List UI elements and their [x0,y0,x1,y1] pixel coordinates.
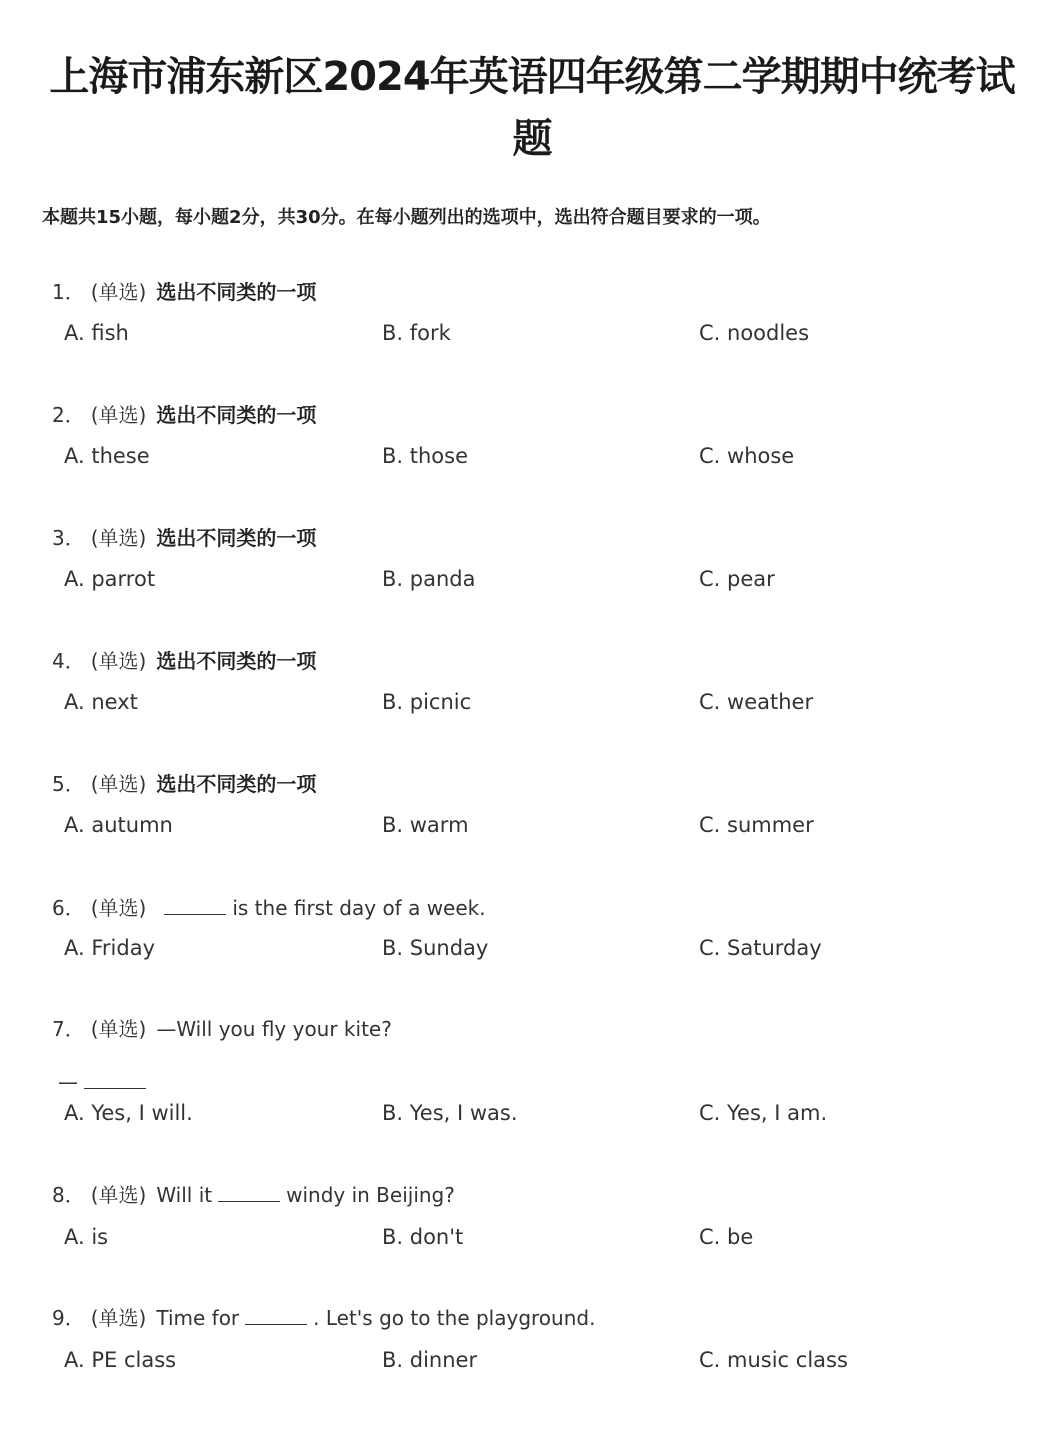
option-row [0,317,1064,349]
question-type-tag: (单选) [90,1017,147,1041]
question-type-tag: (单选) [90,1183,147,1207]
option-b[interactable]: B. warm [382,813,469,837]
section-instruction: 本题共15小题，每小题2分，共30分。在每小题列出的选项中，选出符合题目要求的一项。 [42,207,771,228]
question-text-after: is the first day of a week. [232,896,486,920]
question-text-after: . Let's go to the playground. [313,1306,596,1330]
option-row [0,1344,1064,1376]
option-row [0,563,1064,595]
question-type-tag: (单选) [90,772,147,796]
option-row [0,440,1064,472]
option-a[interactable]: A. Yes, I will. [64,1101,193,1125]
question-stem [52,1179,455,1209]
question-number: 9． [52,1306,85,1330]
option-row [0,809,1064,841]
option-c[interactable]: C. summer [699,813,814,837]
question-type-tag: (单选) [90,896,147,920]
question-stem [52,646,316,676]
option-c[interactable]: C. Saturday [699,936,822,960]
option-a[interactable]: A. parrot [64,567,156,591]
reply-dash: — [58,1070,78,1094]
option-c[interactable]: C. Yes, I am. [699,1101,828,1125]
option-a[interactable]: A. Friday [64,936,155,960]
option-row [0,1097,1064,1129]
question-stem [52,1014,392,1044]
option-b[interactable]: B. panda [382,567,476,591]
question-text: 选出不同类的一项 [156,280,317,304]
question-type-tag: (单选) [90,526,147,550]
question-number: 7． [52,1017,85,1041]
option-b[interactable]: B. picnic [382,690,472,714]
question-stem [52,1302,595,1332]
question-type-tag: (单选) [90,1306,147,1330]
question-stem [52,892,486,922]
question-text: 选出不同类的一项 [156,649,317,673]
answer-blank[interactable] [218,1179,280,1202]
option-c[interactable]: C. be [699,1225,754,1249]
option-a[interactable]: A. these [64,444,150,468]
question-text-after: windy in Beijing? [286,1183,455,1207]
question-stem [52,277,316,307]
option-c[interactable]: C. noodles [699,321,810,345]
reply-line [58,1066,152,1096]
question-stem [52,769,316,799]
option-a[interactable]: A. is [64,1225,109,1249]
option-b[interactable]: B. fork [382,321,451,345]
question-text: 选出不同类的一项 [156,526,317,550]
option-b[interactable]: B. Yes, I was. [382,1101,518,1125]
exam-title: 上海市浦东新区2024年英语四年级第二学期期中统考试题 [49,54,1015,162]
option-b[interactable]: B. those [382,444,469,468]
option-c[interactable]: C. music class [699,1348,848,1372]
option-b[interactable]: B. dinner [382,1348,478,1372]
question-number: 8． [52,1183,85,1207]
option-row [0,1221,1064,1253]
answer-blank[interactable] [245,1302,307,1325]
question-number: 4． [52,649,85,673]
question-stem [52,523,316,553]
option-a[interactable]: A. PE class [64,1348,177,1372]
option-a[interactable]: A. next [64,690,138,714]
option-b[interactable]: B. don't [382,1225,464,1249]
question-text: —Will you fly your kite? [156,1017,392,1041]
option-a[interactable]: A. fish [64,321,129,345]
question-number: 3． [52,526,85,550]
question-stem [52,400,316,430]
answer-blank[interactable] [164,892,226,915]
question-text: 选出不同类的一项 [156,403,317,427]
question-type-tag: (单选) [90,280,147,304]
option-c[interactable]: C. weather [699,690,814,714]
question-text: 选出不同类的一项 [156,772,317,796]
question-text-before: Time for [156,1306,240,1330]
question-number: 6． [52,896,85,920]
question-type-tag: (单选) [90,649,147,673]
option-row [0,932,1064,964]
question-number: 1． [52,280,85,304]
option-c[interactable]: C. whose [699,444,795,468]
option-a[interactable]: A. autumn [64,813,173,837]
question-type-tag: (单选) [90,403,147,427]
option-row [0,686,1064,718]
option-b[interactable]: B. Sunday [382,936,489,960]
question-text-before: Will it [156,1183,213,1207]
option-c[interactable]: C. pear [699,567,775,591]
question-number: 2． [52,403,85,427]
answer-blank[interactable] [84,1066,146,1089]
question-number: 5． [52,772,85,796]
